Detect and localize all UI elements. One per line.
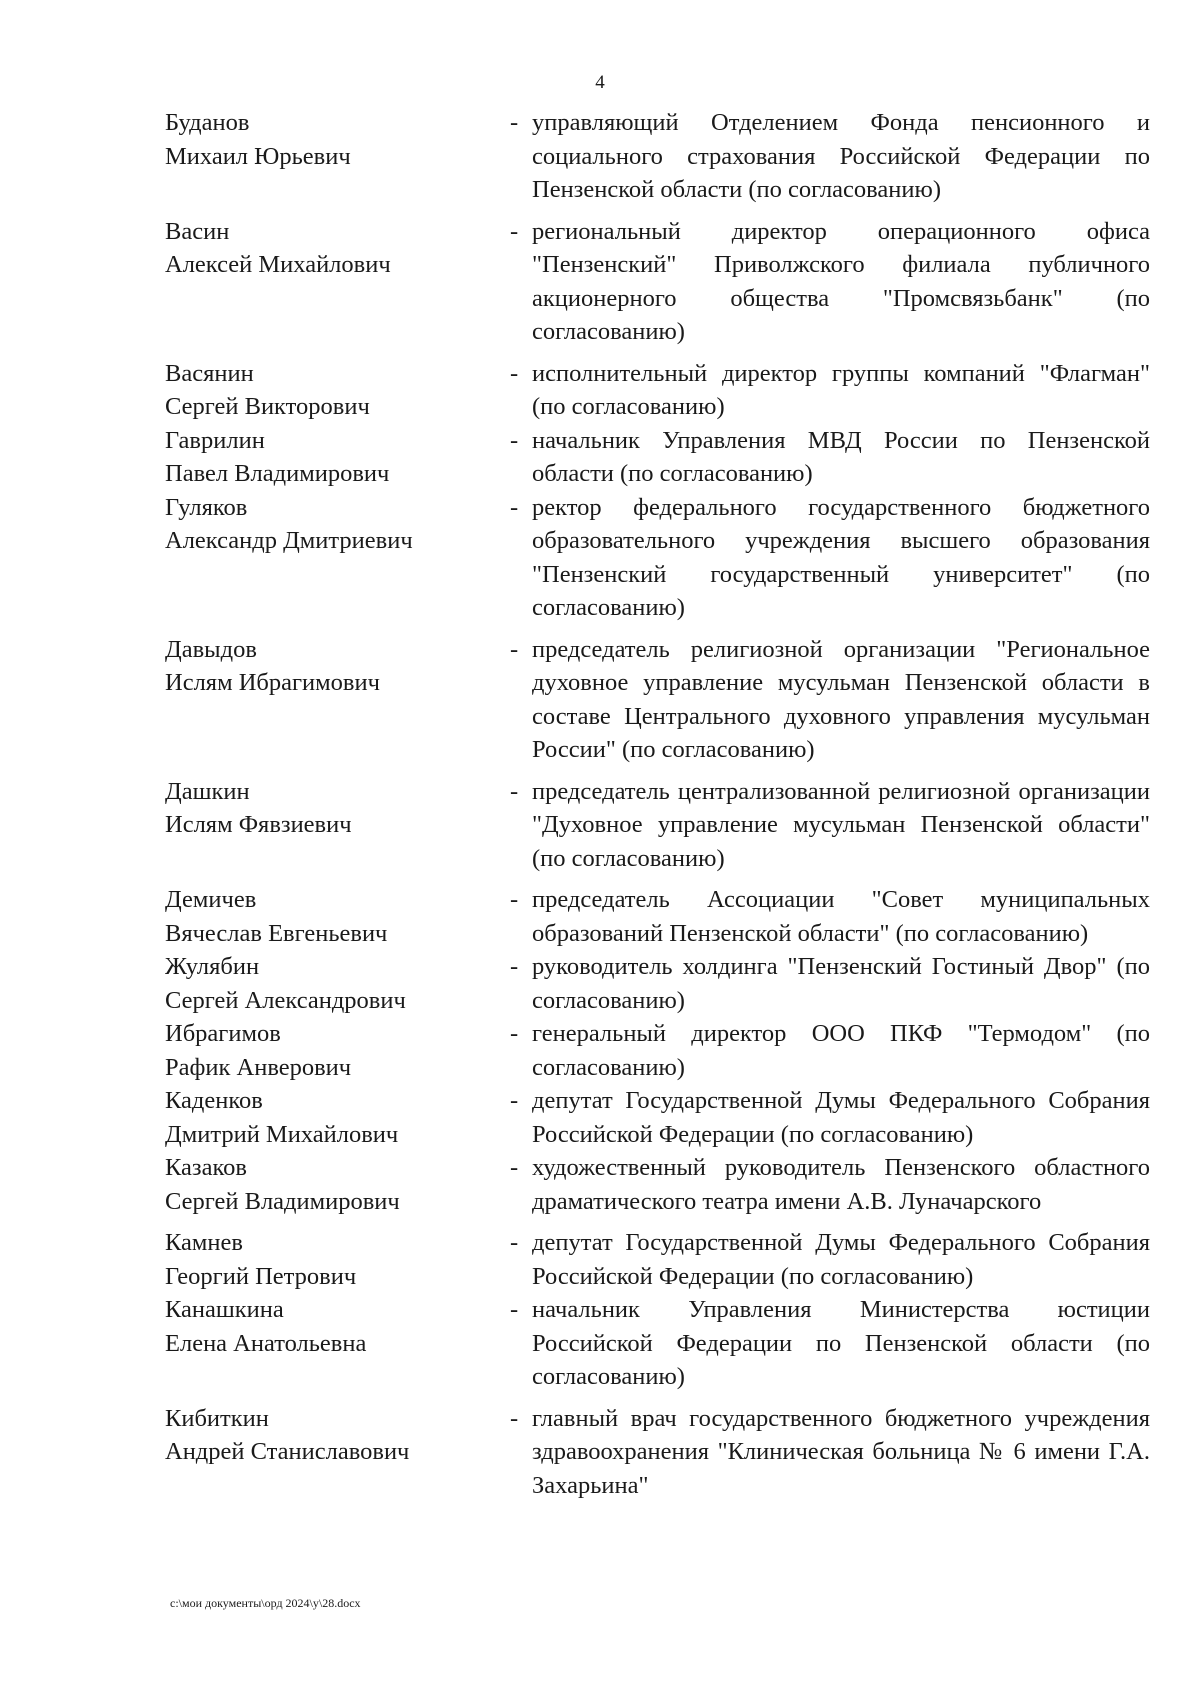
member-role: председатель Ассоциации "Совет муниципальных образований Пензенской области" (по согласованию) [532, 886, 1150, 947]
member-name [165, 1017, 510, 1084]
member-entry [165, 950, 1150, 1017]
member-role: председатель централизованной религиозной организации "Духовное управление мусульман Пензенской области" (по согласованию) [532, 777, 1150, 872]
member-entry [165, 883, 1150, 950]
member-entry [165, 491, 1150, 625]
member-name [165, 1226, 510, 1293]
member-given-name: Андрей Станиславович [165, 1438, 410, 1465]
members-list [165, 106, 1150, 1502]
member-entry [165, 1151, 1150, 1218]
member-surname: Каденков [165, 1087, 263, 1114]
member-name [165, 633, 510, 700]
member-entry [165, 775, 1150, 876]
member-role: депутат Государственной Думы Федерального Собрания Российской Федерации (по согласованию) [532, 1229, 1150, 1290]
member-given-name: Сергей Викторович [165, 393, 370, 420]
member-given-name: Вячеслав Евгеньевич [165, 919, 388, 947]
member-dash: - [510, 1229, 519, 1256]
member-dash: - [510, 426, 519, 454]
member-entry [165, 633, 1150, 767]
member-dash: - [510, 1020, 519, 1047]
member-surname: Васянин [165, 359, 254, 387]
page-number: 4 [595, 72, 605, 93]
member-given-name: Михаил Юрьевич [165, 142, 351, 170]
member-role: начальник Управления Министерства юстиции Российской Федерации по Пензенской области (по согласованию) [532, 1296, 1150, 1390]
member-given-name: Ислям Фявзиевич [165, 811, 352, 838]
member-name [165, 1084, 510, 1151]
member-role: региональный директор операционного офиса "Пензенский" Приволжского филиала публичного акционерного общества "Промсвязьбанк" (по согласованию) [532, 217, 1150, 345]
member-dash: - [510, 886, 519, 913]
member-role: главный врач государственного бюджетного учреждения здравоохранения "Клиническая больница № 6 имени Г.А. Захарьина" [532, 1404, 1150, 1499]
member-dash: - [510, 109, 519, 136]
member-role: художественный руководитель Пензенского областного драматического театра имени А.В. Луначарского [532, 1154, 1150, 1215]
member-name [165, 491, 510, 558]
member-entry [165, 1017, 1150, 1084]
member-given-name: Рафик Анверович [165, 1053, 352, 1081]
member-name [165, 424, 510, 491]
member-dash: - [510, 1087, 519, 1114]
member-entry [165, 1084, 1150, 1151]
member-name [165, 1151, 510, 1218]
member-surname: Канашкина [165, 1296, 284, 1323]
member-given-name: Ислям Ибрагимович [165, 669, 380, 696]
member-surname: Демичев [165, 886, 257, 913]
member-dash: - [510, 359, 519, 387]
member-surname: Камнев [165, 1229, 243, 1256]
member-dash: - [510, 493, 519, 521]
member-given-name: Сергей Владимирович [165, 1187, 400, 1215]
member-given-name: Александр Дмитриевич [165, 527, 413, 554]
member-given-name: Георгий Петрович [165, 1262, 357, 1290]
member-given-name: Дмитрий Михайлович [165, 1120, 399, 1148]
member-role: председатель религиозной организации "Региональное духовное управление мусульман Пензенской области в составе Центрального духовного управления мусульман России" (по согласованию) [532, 635, 1150, 763]
member-role: руководитель холдинга "Пензенский Гостиный Двор" (по согласованию) [532, 953, 1150, 1014]
member-dash: - [510, 1296, 519, 1323]
member-dash: - [510, 1404, 519, 1432]
member-entry [165, 424, 1150, 491]
member-role: управляющий Отделением Фонда пенсионного и социального страхования Российской Федерации по Пензенской области (по согласованию) [532, 109, 1150, 203]
member-entry [165, 106, 1150, 207]
member-surname: Давыдов [165, 635, 257, 663]
member-entry [165, 1293, 1150, 1394]
member-name [165, 950, 510, 1017]
member-surname: Буданов [165, 109, 250, 136]
member-role: ректор федерального государственного бюджетного образовательного учреждения высшего образования "Пензенский государственный университет" (по согласованию) [532, 493, 1150, 621]
member-dash: - [510, 953, 519, 980]
member-entry [165, 1402, 1150, 1503]
member-surname: Гаврилин [165, 426, 265, 454]
member-role: начальник Управления МВД России по Пензенской области (по согласованию) [532, 426, 1150, 487]
member-given-name: Сергей Александрович [165, 986, 406, 1014]
member-surname: Васин [165, 217, 230, 245]
member-entry [165, 357, 1150, 424]
member-entry [165, 215, 1150, 349]
member-surname: Ибрагимов [165, 1020, 281, 1047]
member-name [165, 357, 510, 424]
member-entry [165, 1226, 1150, 1293]
member-name [165, 883, 510, 950]
file-path-footer: c:\мои документы\орд 2024\у\28.docx [170, 1596, 361, 1610]
member-dash: - [510, 635, 519, 663]
member-surname: Жулябин [165, 953, 260, 980]
member-surname: Казаков [165, 1154, 247, 1181]
member-dash: - [510, 217, 519, 245]
member-name [165, 1402, 510, 1469]
member-dash: - [510, 1154, 519, 1181]
member-given-name: Елена Анатольевна [165, 1329, 367, 1357]
member-surname: Кибиткин [165, 1404, 269, 1432]
member-given-name: Алексей Михайлович [165, 251, 391, 278]
member-name [165, 1293, 510, 1360]
member-role: депутат Государственной Думы Федерального Собрания Российской Федерации (по согласованию) [532, 1087, 1150, 1148]
member-given-name: Павел Владимирович [165, 460, 390, 487]
member-surname: Дашкин [165, 777, 250, 805]
member-name [165, 106, 510, 173]
member-name [165, 215, 510, 282]
member-role: исполнительный директор группы компаний "Флагман" (по согласованию) [532, 359, 1150, 420]
member-surname: Гуляков [165, 493, 248, 521]
member-role: генеральный директор ООО ПКФ "Термодом" (по согласованию) [532, 1020, 1150, 1081]
member-name [165, 775, 510, 842]
member-dash: - [510, 777, 519, 805]
